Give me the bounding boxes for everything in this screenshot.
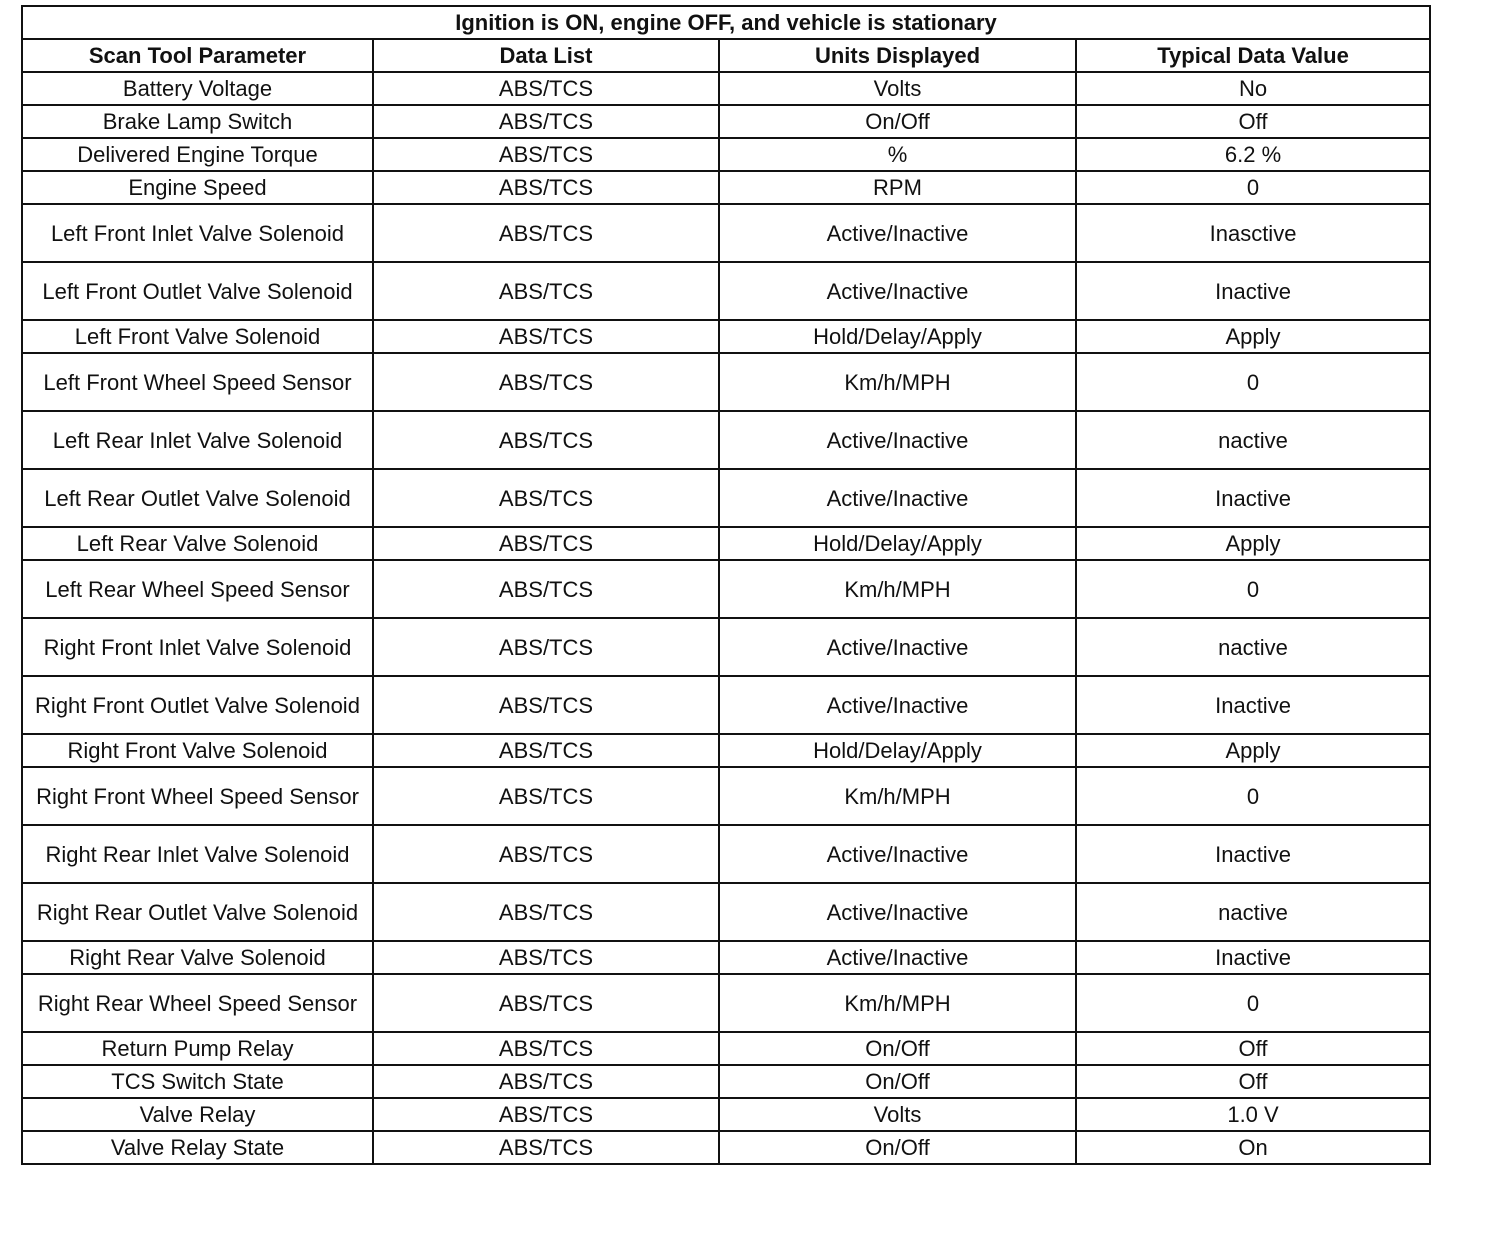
cell-units-displayed: Km/h/MPH	[719, 767, 1076, 825]
table-title-row	[22, 6, 1430, 39]
cell-units-displayed: Active/Inactive	[719, 883, 1076, 941]
cell-data-list: ABS/TCS	[373, 527, 719, 560]
cell-data-list: ABS/TCS	[373, 1065, 719, 1098]
cell-data-list: ABS/TCS	[373, 105, 719, 138]
cell-scan-tool-parameter: Right Front Valve Solenoid	[22, 734, 373, 767]
cell-units-displayed: %	[719, 138, 1076, 171]
table-row	[22, 353, 1430, 411]
table-row	[22, 138, 1430, 171]
cell-typical-data-value: Inactive	[1076, 941, 1430, 974]
cell-scan-tool-parameter: TCS Switch State	[22, 1065, 373, 1098]
cell-scan-tool-parameter: Left Rear Outlet Valve Solenoid	[22, 469, 373, 527]
cell-typical-data-value: nactive	[1076, 411, 1430, 469]
header-scan-tool-parameter: Scan Tool Parameter	[22, 39, 373, 72]
cell-units-displayed: Volts	[719, 1098, 1076, 1131]
cell-scan-tool-parameter: Right Front Wheel Speed Sensor	[22, 767, 373, 825]
cell-typical-data-value: On	[1076, 1131, 1430, 1164]
cell-scan-tool-parameter: Left Rear Wheel Speed Sensor	[22, 560, 373, 618]
cell-typical-data-value: Off	[1076, 1032, 1430, 1065]
table-row	[22, 1065, 1430, 1098]
table-row	[22, 974, 1430, 1032]
cell-typical-data-value: 6.2 %	[1076, 138, 1430, 171]
cell-units-displayed: Active/Inactive	[719, 825, 1076, 883]
cell-units-displayed: On/Off	[719, 105, 1076, 138]
table-row	[22, 262, 1430, 320]
cell-scan-tool-parameter: Left Front Inlet Valve Solenoid	[22, 204, 373, 262]
table-row	[22, 883, 1430, 941]
cell-scan-tool-parameter: Engine Speed	[22, 171, 373, 204]
table-row	[22, 767, 1430, 825]
cell-typical-data-value: 0	[1076, 560, 1430, 618]
table-row	[22, 1098, 1430, 1131]
cell-units-displayed: Hold/Delay/Apply	[719, 527, 1076, 560]
cell-units-displayed: Km/h/MPH	[719, 560, 1076, 618]
cell-typical-data-value: Off	[1076, 105, 1430, 138]
cell-data-list: ABS/TCS	[373, 138, 719, 171]
cell-scan-tool-parameter: Left Front Outlet Valve Solenoid	[22, 262, 373, 320]
cell-units-displayed: On/Off	[719, 1065, 1076, 1098]
cell-typical-data-value: 1.0 V	[1076, 1098, 1430, 1131]
cell-data-list: ABS/TCS	[373, 767, 719, 825]
cell-scan-tool-parameter: Left Front Wheel Speed Sensor	[22, 353, 373, 411]
cell-typical-data-value: nactive	[1076, 618, 1430, 676]
cell-units-displayed: Volts	[719, 72, 1076, 105]
cell-typical-data-value: nactive	[1076, 883, 1430, 941]
cell-scan-tool-parameter: Right Rear Wheel Speed Sensor	[22, 974, 373, 1032]
cell-typical-data-value: Inasctive	[1076, 204, 1430, 262]
cell-units-displayed: Active/Inactive	[719, 941, 1076, 974]
cell-scan-tool-parameter: Left Rear Inlet Valve Solenoid	[22, 411, 373, 469]
cell-typical-data-value: Off	[1076, 1065, 1430, 1098]
cell-units-displayed: Active/Inactive	[719, 262, 1076, 320]
cell-data-list: ABS/TCS	[373, 618, 719, 676]
table-row	[22, 941, 1430, 974]
table-row	[22, 1131, 1430, 1164]
table-header-row	[22, 39, 1430, 72]
cell-typical-data-value: Inactive	[1076, 469, 1430, 527]
cell-units-displayed: Active/Inactive	[719, 411, 1076, 469]
cell-typical-data-value: 0	[1076, 171, 1430, 204]
table-row	[22, 411, 1430, 469]
table-row	[22, 1032, 1430, 1065]
cell-data-list: ABS/TCS	[373, 171, 719, 204]
table-row	[22, 527, 1430, 560]
cell-units-displayed: Active/Inactive	[719, 204, 1076, 262]
cell-data-list: ABS/TCS	[373, 1131, 719, 1164]
cell-units-displayed: Active/Inactive	[719, 469, 1076, 527]
cell-scan-tool-parameter: Valve Relay	[22, 1098, 373, 1131]
cell-typical-data-value: Inactive	[1076, 676, 1430, 734]
cell-units-displayed: Active/Inactive	[719, 618, 1076, 676]
cell-units-displayed: On/Off	[719, 1131, 1076, 1164]
cell-scan-tool-parameter: Left Rear Valve Solenoid	[22, 527, 373, 560]
table-row	[22, 676, 1430, 734]
table-body	[22, 72, 1430, 1164]
cell-data-list: ABS/TCS	[373, 941, 719, 974]
cell-data-list: ABS/TCS	[373, 469, 719, 527]
cell-scan-tool-parameter: Valve Relay State	[22, 1131, 373, 1164]
cell-units-displayed: Hold/Delay/Apply	[719, 320, 1076, 353]
cell-data-list: ABS/TCS	[373, 411, 719, 469]
cell-typical-data-value: Apply	[1076, 527, 1430, 560]
header-units-displayed: Units Displayed	[719, 39, 1076, 72]
cell-data-list: ABS/TCS	[373, 1098, 719, 1131]
cell-scan-tool-parameter: Right Rear Outlet Valve Solenoid	[22, 883, 373, 941]
cell-scan-tool-parameter: Delivered Engine Torque	[22, 138, 373, 171]
cell-data-list: ABS/TCS	[373, 676, 719, 734]
cell-typical-data-value: 0	[1076, 974, 1430, 1032]
header-data-list: Data List	[373, 39, 719, 72]
cell-scan-tool-parameter: Right Front Inlet Valve Solenoid	[22, 618, 373, 676]
cell-data-list: ABS/TCS	[373, 353, 719, 411]
cell-scan-tool-parameter: Right Rear Valve Solenoid	[22, 941, 373, 974]
table-row	[22, 469, 1430, 527]
table-row	[22, 171, 1430, 204]
table-row	[22, 825, 1430, 883]
cell-typical-data-value: Inactive	[1076, 825, 1430, 883]
cell-units-displayed: On/Off	[719, 1032, 1076, 1065]
cell-scan-tool-parameter: Left Front Valve Solenoid	[22, 320, 373, 353]
table-row	[22, 320, 1430, 353]
table-row	[22, 105, 1430, 138]
cell-scan-tool-parameter: Battery Voltage	[22, 72, 373, 105]
table-row	[22, 204, 1430, 262]
cell-data-list: ABS/TCS	[373, 262, 719, 320]
cell-data-list: ABS/TCS	[373, 560, 719, 618]
cell-scan-tool-parameter: Right Front Outlet Valve Solenoid	[22, 676, 373, 734]
cell-data-list: ABS/TCS	[373, 1032, 719, 1065]
table-row	[22, 72, 1430, 105]
table-row	[22, 560, 1430, 618]
cell-typical-data-value: 0	[1076, 353, 1430, 411]
cell-units-displayed: RPM	[719, 171, 1076, 204]
cell-scan-tool-parameter: Right Rear Inlet Valve Solenoid	[22, 825, 373, 883]
scan-tool-data-table	[21, 5, 1431, 1165]
table-row	[22, 734, 1430, 767]
cell-data-list: ABS/TCS	[373, 883, 719, 941]
cell-data-list: ABS/TCS	[373, 204, 719, 262]
cell-data-list: ABS/TCS	[373, 734, 719, 767]
cell-typical-data-value: Apply	[1076, 734, 1430, 767]
cell-scan-tool-parameter: Brake Lamp Switch	[22, 105, 373, 138]
cell-units-displayed: Active/Inactive	[719, 676, 1076, 734]
cell-typical-data-value: 0	[1076, 767, 1430, 825]
cell-typical-data-value: Apply	[1076, 320, 1430, 353]
scan-tool-data-sheet	[21, 5, 1429, 1165]
cell-data-list: ABS/TCS	[373, 320, 719, 353]
cell-scan-tool-parameter: Return Pump Relay	[22, 1032, 373, 1065]
cell-units-displayed: Hold/Delay/Apply	[719, 734, 1076, 767]
table-title: Ignition is ON, engine OFF, and vehicle is stationary	[22, 6, 1430, 39]
cell-data-list: ABS/TCS	[373, 825, 719, 883]
cell-units-displayed: Km/h/MPH	[719, 974, 1076, 1032]
cell-data-list: ABS/TCS	[373, 974, 719, 1032]
cell-units-displayed: Km/h/MPH	[719, 353, 1076, 411]
header-typical-data-value: Typical Data Value	[1076, 39, 1430, 72]
cell-typical-data-value: Inactive	[1076, 262, 1430, 320]
table-row	[22, 618, 1430, 676]
cell-data-list: ABS/TCS	[373, 72, 719, 105]
cell-typical-data-value: No	[1076, 72, 1430, 105]
